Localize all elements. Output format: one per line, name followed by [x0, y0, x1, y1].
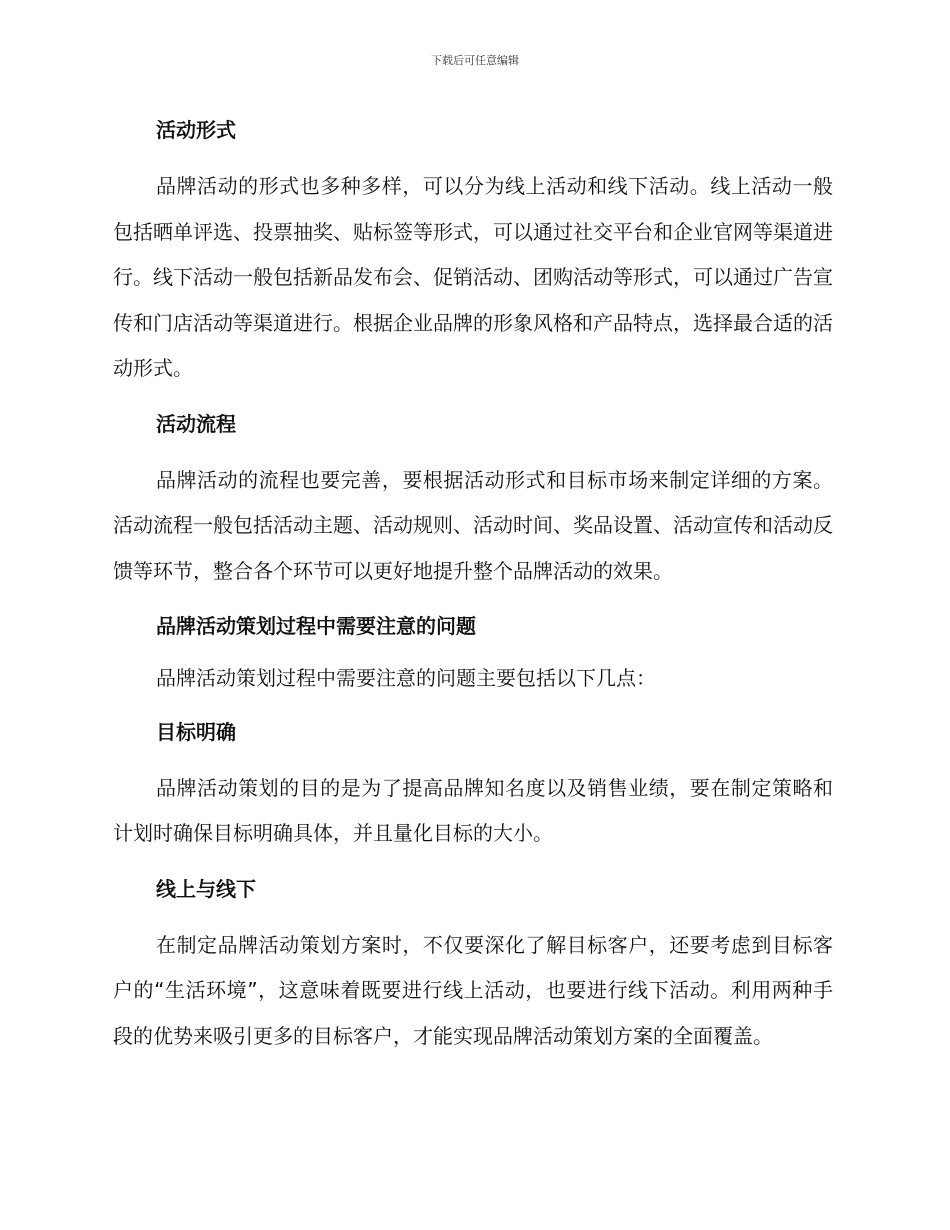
paragraph-clear-goals: 品牌活动策划的目的是为了提高品牌知名度以及销售业绩，要在制定策略和计划时确保目标明确具体，并且量化目标的大小。	[113, 775, 833, 845]
paragraph-planning-issues: 品牌活动策划过程中需要注意的问题主要包括以下几点：	[156, 666, 656, 690]
section-heading-planning-issues: 品牌活动策划过程中需要注意的问题	[156, 614, 476, 638]
paragraph-online-offline: 在制定品牌活动策划方案时，不仅要深化了解目标客户，还要考虑到目标客户的“生活环境”，这意味着既要进行线上活动，也要进行线下活动。利用两种手段的优势来吸引更多的目标客户，才能实现品牌活动策划方案的全面覆盖。	[113, 932, 833, 1048]
section-heading-clear-goals: 目标明确	[156, 719, 236, 744]
paragraph-activity-process: 品牌活动的流程也要完善，要根据活动形式和目标市场来制定详细的方案。活动流程一般包括活动主题、活动规则、活动时间、奖品设置、活动宣传和活动反馈等环节，整合各个环节可以更好地提升整个品牌活动的效果。	[113, 467, 833, 583]
page-header: 下载后可任意编辑	[431, 54, 519, 67]
section-heading-online-offline: 线上与线下	[156, 876, 256, 901]
section-heading-activity-form: 活动形式	[156, 118, 236, 142]
paragraph-activity-form: 品牌活动的形式也多种多样，可以分为线上活动和线下活动。线上活动一般包括晒单评选、投票抽奖、贴标签等形式，可以通过社交平台和企业官网等渠道进行。线下活动一般包括新品发布会、促销活动、团购活动等形式，可以通过广告宣传和门店活动等渠道进行。根据企业品牌的形象风格和产品特点，选择最合适的活动形式。	[113, 174, 833, 380]
section-heading-activity-process: 活动流程	[156, 411, 236, 436]
document-body	[113, 110, 833, 1059]
